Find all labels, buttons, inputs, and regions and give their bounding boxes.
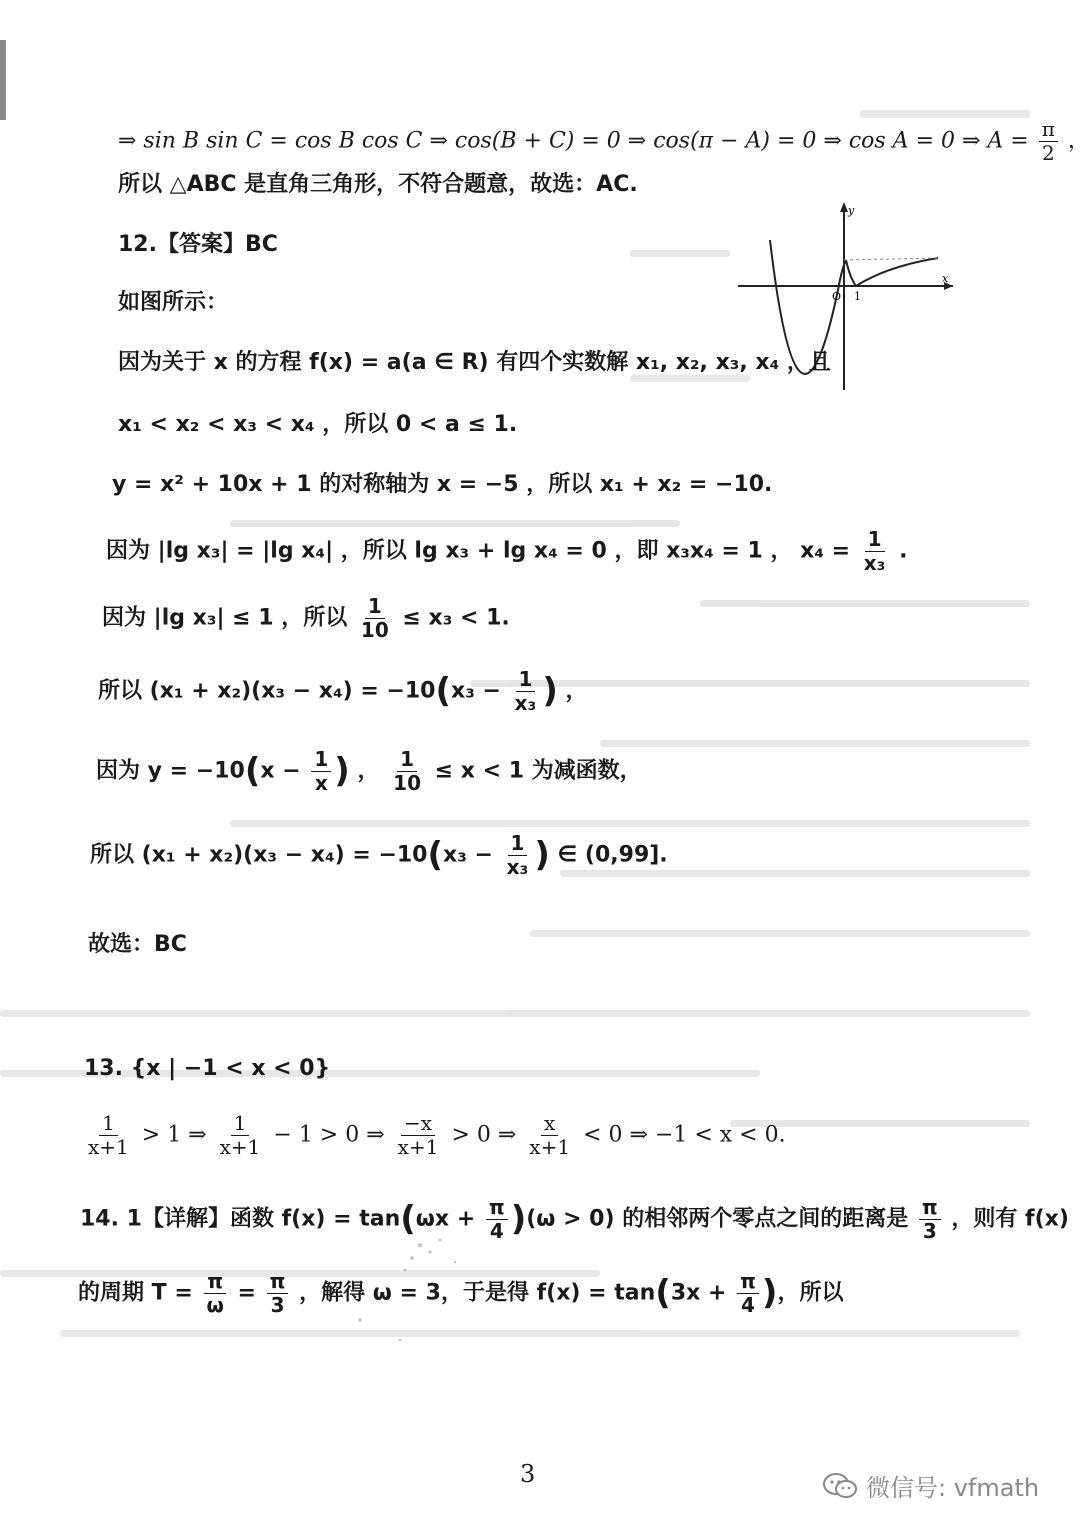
fraction: $\frac{-x}{x+1}$ [397,1111,439,1159]
fraction: $\frac{\pi}{4}$ [486,1196,508,1243]
page-number: 3 [520,1460,536,1488]
solution-line-10: 所以 (x₁ + x₂)(x₃ − x₄) = −10(x₃ − $\frac{1}{\text{x₃}}$ ) ∈ (0,99]. [90,831,668,879]
solution-line-11: 故选：BC [88,932,187,957]
fraction: $\frac{\pi}{3}$ [267,1270,289,1317]
fraction: $\frac{1}{\text{x₃}}$ [506,831,529,879]
fraction: $\frac{1}{\text{x₃}}$ [514,667,537,715]
fraction: $\frac{1}{x+1}$ [219,1111,261,1159]
fraction: $\frac{1}{\text{x₃}}$ [863,527,886,575]
question-13-answer: 13. {x | −1 < x < 0} [84,1056,331,1081]
origin-label: O [832,290,842,303]
figure-intro: 如图所示： [118,290,229,315]
question-14-answer: 14. 1【详解】函数 f(x) = tan(ωx + $\frac{\pi}{4}$ )(ω > 0) 的相邻两个零点之间的距离是 $\frac{\pi}{3}$ ，则有 f(x) [80,1195,1069,1243]
solution-line-5: y = x² + 10x + 1 的对称轴为 x = −5 ，所以 x₁ + x₂ = −10. [112,472,773,497]
fraction: $\frac{\pi}{\omega}$ [203,1270,226,1317]
solution-line-8: 所以 (x₁ + x₂)(x₃ − x₄) = −10(x₃ − $\frac{1}{\text{x₃}}$ ) ， [98,667,588,715]
wechat-watermark [822,1468,1039,1503]
question-12-answer: 12.【答案】BC [118,232,278,257]
solution-line-3: 因为关于 x 的方程 f(x) = a(a ∈ R) 有四个实数解 x₁, x₂, x₃, x₄ ，且 [118,350,831,375]
fraction: $\frac{1}{10}$ [393,747,421,795]
fraction: $\frac{x}{x+1}$ [529,1111,571,1159]
y-axis-label: y [848,204,855,217]
x-axis-label: x [942,272,949,285]
question-13-derivation: $\frac{1}{x+1}$ > 1 ⇒ $\frac{1}{x+1}$ − 1 > 0 ⇒ $\frac{-x}{x+1}$ > 0 ⇒ $\frac{x}{x+1}$ < 0 ⇒ −1 < x < 0. [82,1112,786,1159]
solution-line-7: 因为 |lg x₃| ≤ 1 ，所以 $\frac{1}{10}$ ≤ x₃ < 1. [102,594,510,642]
solution-line-2: 所以 △ABC 是直角三角形，不符合题意，故选：AC. [118,172,638,197]
solution-line-1: ⇒ sin B sin C = cos B cos C ⇒ cos(B + C) = 0 ⇒ cos(π − A) = 0 ⇒ cos A = 0 ⇒ A = $\frac{\pi}{2}$ ， [118,117,1090,165]
fraction: $\frac{1}{10}$ [360,594,389,642]
wechat-icon [822,1472,858,1500]
fraction: $\frac{1}{x}$ [311,748,331,795]
fraction: $\frac{\pi}{4}$ [737,1270,759,1317]
fraction: $\frac{1}{x+1}$ [88,1111,129,1159]
solution-line-6: 因为 |lg x₃| = |lg x₄| ，所以 lg x₃ + lg x₄ = 0 ，即 x₃x₄ = 1 ， x₄ = $\frac{1}{\text{x₃}}$ . [106,527,908,575]
fraction: $\frac{\pi}{3}$ [919,1196,941,1243]
solution-line-9: 因为 y = −10(x − $\frac{1}{x}$ ) ， $\frac{1}{10}$ ≤ x < 1 为减函数， [96,747,642,795]
tick-label-one: 1 [854,290,861,303]
solution-line-15: 的周期 T = $\frac{\pi}{\omega}$ = $\frac{\pi}{3}$ ，解得 ω = 3，于是得 f(x) = tan(3x + $\frac{\pi}{4}$ )，所以 [78,1269,844,1317]
equation-text: ⇒ sin B sin C = cos B cos C ⇒ cos(B + C) = 0 ⇒ cos(π − A) = 0 ⇒ cos A = 0 ⇒ A = [118,128,1029,154]
watermark-text: 微信号: vfmath [866,1474,1040,1502]
solution-line-4: x₁ < x₂ < x₃ < x₄ ，所以 0 < a ≤ 1. [118,412,518,437]
fraction: $\frac{\pi}{2}$ [1039,118,1058,165]
